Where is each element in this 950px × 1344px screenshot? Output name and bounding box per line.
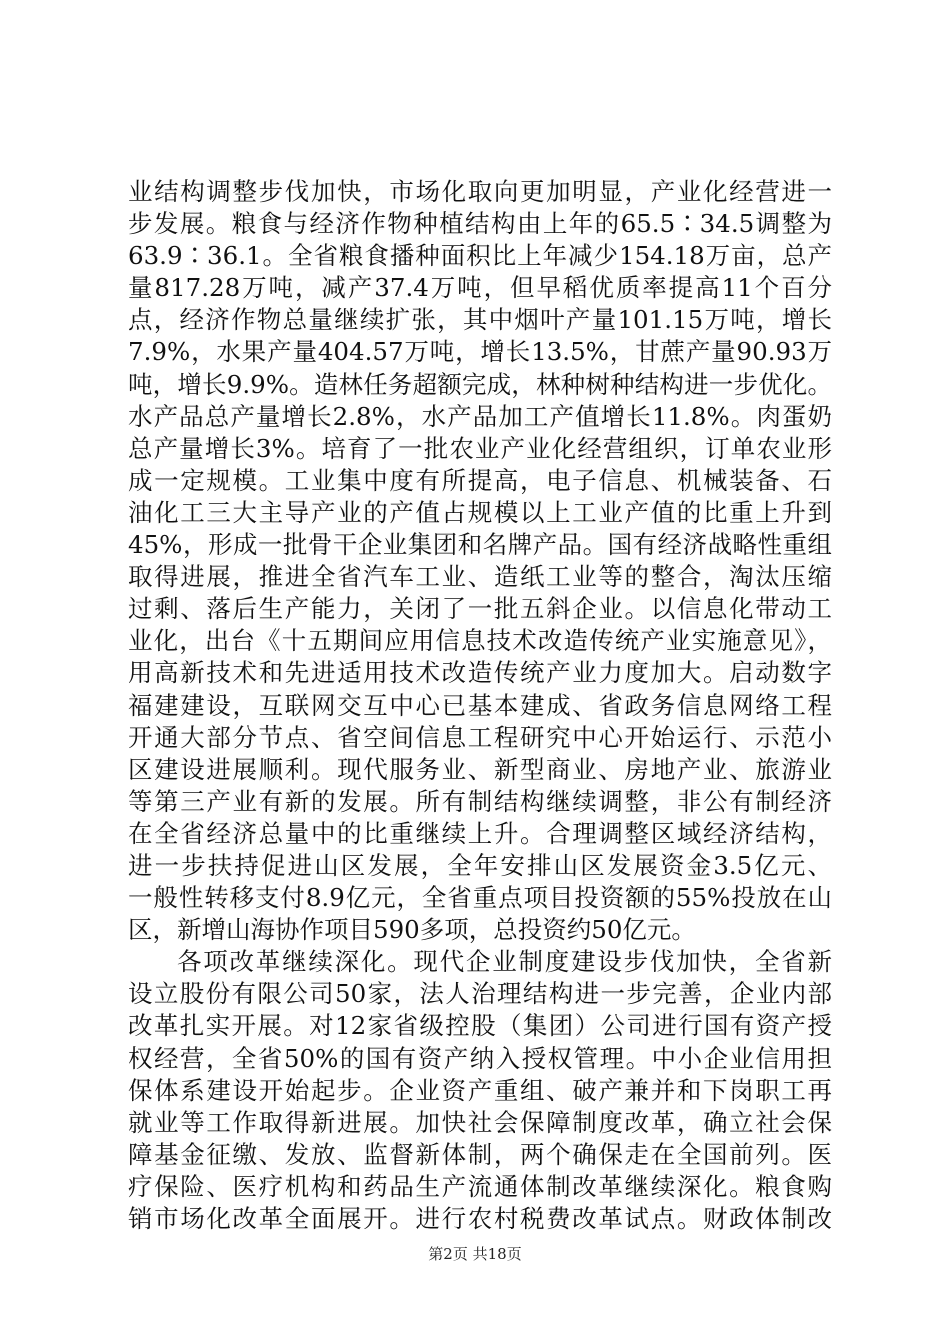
text-line: 油化工三大主导产业的产值占规模以上工业产值的比重上升到 <box>128 497 832 527</box>
text-line-paragraph-start: 各项改革继续深化。现代企业制度建设步伐加快，全省新 <box>177 947 832 977</box>
text-line: 量817.28万吨，减产37.4万吨，但早稻优质率提高11个百分 <box>128 273 832 303</box>
text-line: 63.9∶36.1。全省粮食播种面积比上年减少154.18万亩，总产 <box>128 241 832 271</box>
text-line: 吨，增长9.9%。造林任务超额完成，林种树种结构进一步优化。 <box>128 369 832 399</box>
text-line: 成一定规模。工业集中度有所提高，电子信息、机械装备、石 <box>128 465 832 495</box>
text-line: 业化，出台《十五期间应用信息技术改造传统产业实施意见》， <box>128 626 832 656</box>
text-line: 总产量增长3%。培育了一批农业产业化经营组织，订单农业形 <box>128 433 832 463</box>
text-line: 步发展。粮食与经济作物种植结构由上年的65.5∶34.5调整为 <box>128 209 832 239</box>
text-line: 疗保险、医疗机构和药品生产流通体制改革继续深化。粮食购 <box>128 1171 832 1201</box>
text-line: 区建设进展顺利。现代服务业、新型商业、房地产业、旅游业 <box>128 754 832 784</box>
body-text <box>128 176 832 1235</box>
text-line: 就业等工作取得新进展。加快社会保障制度改革，确立社会保 <box>128 1107 832 1137</box>
text-line: 点，经济作物总量继续扩张，其中烟叶产量101.15万吨，增长 <box>128 305 832 335</box>
text-line: 水产品总产量增长2.8%，水产品加工产值增长11.8%。肉蛋奶 <box>128 401 832 431</box>
text-line: 业结构调整步伐加快，市场化取向更加明显，产业化经营进一 <box>128 177 832 206</box>
text-line: 保体系建设开始起步。企业资产重组、破产兼并和下岗职工再 <box>128 1075 832 1105</box>
text-line: 用高新技术和先进适用技术改造传统产业力度加大。启动数字 <box>128 658 832 688</box>
text-line: 设立股份有限公司50家，法人治理结构进一步完善，企业内部 <box>128 979 832 1009</box>
text-line: 7.9%，水果产量404.57万吨，增长13.5%，甘蔗产量90.93万 <box>128 337 832 367</box>
text-line: 进一步扶持促进山区发展，全年安排山区发展资金3.5亿元、 <box>128 850 832 880</box>
text-line: 障基金征缴、发放、监督新体制，两个确保走在全国前列。医 <box>128 1139 832 1169</box>
text-line: 45%，形成一批骨干企业集团和名牌产品。国有经济战略性重组 <box>128 530 832 560</box>
text-line: 取得进展，推进全省汽车工业、造纸工业等的整合，淘汰压缩 <box>128 562 832 592</box>
text-line: 改革扎实开展。对12家省级控股（集团）公司进行国有资产授 <box>128 1011 832 1041</box>
text-line: 权经营，全省50%的国有资产纳入授权管理。中小企业信用担 <box>128 1043 832 1073</box>
text-line: 等第三产业有新的发展。所有制结构继续调整，非公有制经济 <box>128 786 832 816</box>
text-line: 福建建设，互联网交互中心已基本建成、省政务信息网络工程 <box>128 690 832 720</box>
text-line: 销市场化改革全面展开。进行农村税费改革试点。财政体制改 <box>128 1204 832 1233</box>
text-line: 在全省经济总量中的比重继续上升。合理调整区域经济结构， <box>128 818 832 848</box>
text-line: 一般性转移支付8.9亿元，全省重点项目投资额的55%投放在山 <box>128 883 832 913</box>
text-line: 开通大部分节点、省空间信息工程研究中心开始运行、示范小 <box>128 722 832 752</box>
text-line-paragraph-end: 区，新增山海协作项目590多项，总投资约50亿元。 <box>128 915 696 945</box>
text-line: 过剩、落后生产能力，关闭了一批五斜企业。以信息化带动工 <box>128 594 832 624</box>
page-number-footer: 第2页 共18页 <box>428 1245 522 1263</box>
